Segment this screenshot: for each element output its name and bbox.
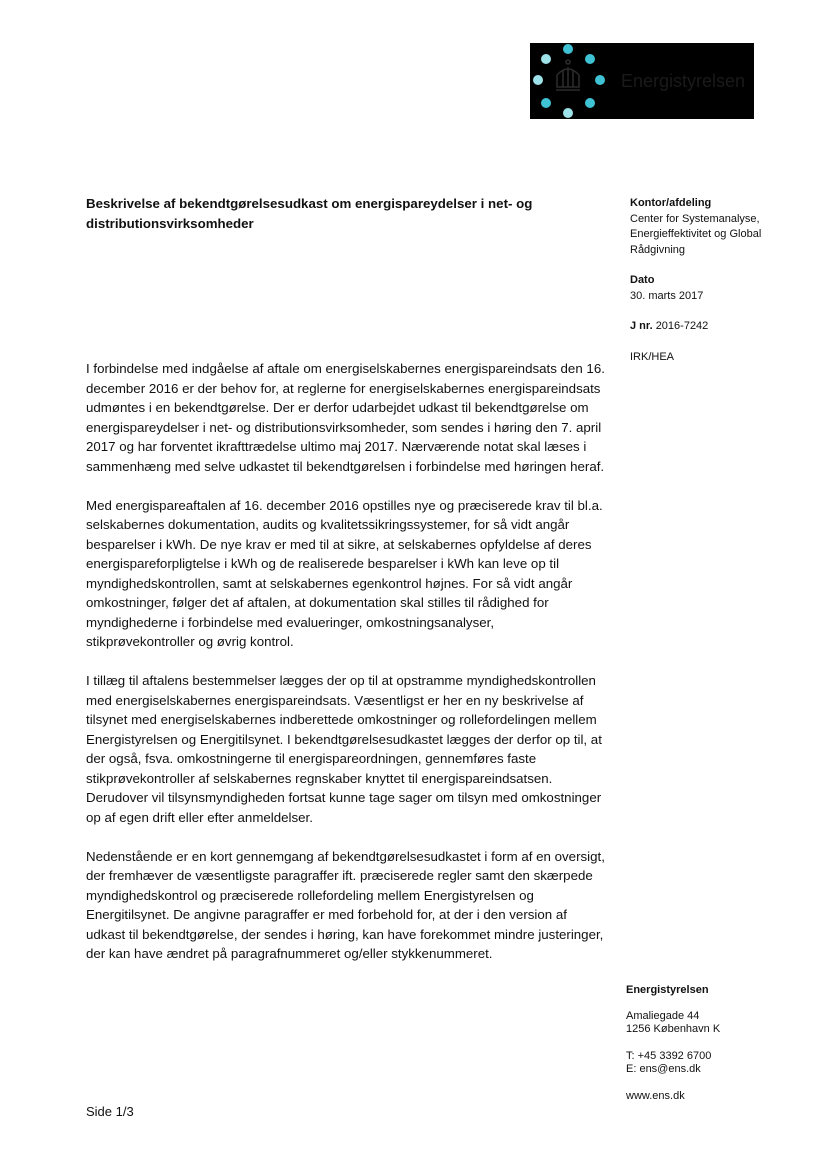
paragraph: Nedenstående er en kort gennemgang af bekendtgørelsesudkastet i form af en oversigt, der fremhæver de væsentligste paragraffer ift. præciserede regler samt den skærpede myndighedskontrol og præciserede rollefordeling mellem Energistyrelsen og Energitilsynet. De angivne paragraffer er med forbehold for, at der i den version af udkast til bekendtgørelse, der sendes i høring, kan have forekommet mindre justeringer, der kan have ændret på paragrafnummeret og/eller stykkenummeret.: [86, 848, 605, 961]
department-line: Center for Systemanalyse,: [630, 212, 760, 225]
logo-dot: [541, 98, 551, 108]
logo: [530, 43, 754, 119]
paragraph: Med energispareaftalen af 16. december 2016 opstilles nye og præciserede krav til bl.a. selskabernes dokumentation, audits og kvalitetssikringssystemer, for så vidt angår besparelser i kWh. De nye krav er med til at sikre, at selskabernes opfyldelse af deres energispareforpligtelse i kWh og de realiserede besparelser i kWh kan leve op til myndighedskontrollen, samt at selskabernes egenkontrol højnes. For så vidt angår omkostninger, følger det af aftalen, at dokumentation skal stilles til rådighed for myndighederne i forbindelse med evalueringer, omkostningsanalyser, stikprøvekontroller og øvrig kontrol.: [86, 497, 603, 649]
journal-number-value: 2016-7242: [655, 320, 709, 332]
paragraph: I tillæg til aftalens bestemmelser lægges der op til at opstramme myndighedskontrollen med energiselskabernes energispareindsats. Væsentligst er her en ny beskrivelse af tilsynet med energiselskabernes indberettede omkostninger og rollefordelingen mellem Energistyrelsen og Energitilsynet. I bekendtgørelsesudkastet lægges der derfor op til, at der også, fsva. omkostningerne til energispareordningen, gennemføres faste stikprøvekontroller af selskabernes regnskaber knyttet til energispareindsatsen. Derudover vil tilsynsmyndigheden fortsat kunne tage sager om tilsyn med omkostninger op af egen drift eller efter anmeldelser.: [86, 673, 602, 825]
journal-number: [630, 319, 810, 335]
logo-wordmark: Energistyrelsen: [621, 71, 746, 91]
metadata-sidebar: [630, 196, 810, 380]
phone-number: T: +45 3392 6700: [626, 1049, 712, 1062]
logo-dot: [585, 54, 595, 64]
department-line: Rådgivning: [630, 243, 686, 256]
department-block: [630, 196, 810, 258]
logo-dot: [595, 75, 605, 85]
street-address: Amaliegade 44: [626, 1009, 700, 1022]
department-label: Kontor/afdeling: [630, 197, 712, 209]
organization-name: Energistyrelsen: [626, 984, 709, 996]
paragraph: I forbindelse med indgåelse af aftale om energiselskabernes energispareindsats den 16. december 2016 er der behov for, at reglerne for energiselskabernes energispareindsats udmøntes i en bekendtgørelse. Der er derfor udarbejdet udkast til bekendtgørelse om energispareydelser i net- og distributionsvirksomheder, som sendes i høring den 7. april 2017 og har forventet ikrafttrædelse ultimo maj 2017. Nærværende notat skal læses i sammenhæng med selve udkastet til bekendtgørelsen i forbindelse med høringen heraf.: [86, 361, 605, 474]
logo-dot: [541, 54, 551, 64]
postal-address: 1256 København K: [626, 1023, 721, 1035]
body-text: [86, 359, 606, 983]
website-link[interactable]: www.ens.dk: [626, 1089, 685, 1102]
page-number: Side 1/3: [86, 1104, 134, 1119]
document-title: Beskrivelse af bekendtgørelsesudkast om energispareydelser i net- og distributionsvirksomheder: [86, 196, 533, 231]
department-line: Energieffektivitet og Global: [630, 228, 762, 240]
logo-dot: [533, 75, 543, 85]
logo-dot: [585, 98, 595, 108]
date-value: 30. marts 2017: [630, 289, 704, 302]
logo-dot: [563, 44, 573, 54]
logo-dot: [563, 108, 573, 118]
date-label: Dato: [630, 274, 655, 286]
initials: IRK/HEA: [630, 350, 675, 363]
email-address: E: ens@ens.dk: [626, 1063, 701, 1075]
journal-number-label: J nr.: [630, 320, 653, 332]
crown-icon: [556, 60, 580, 90]
sender-address: [626, 984, 816, 1103]
date-block: [630, 273, 810, 304]
